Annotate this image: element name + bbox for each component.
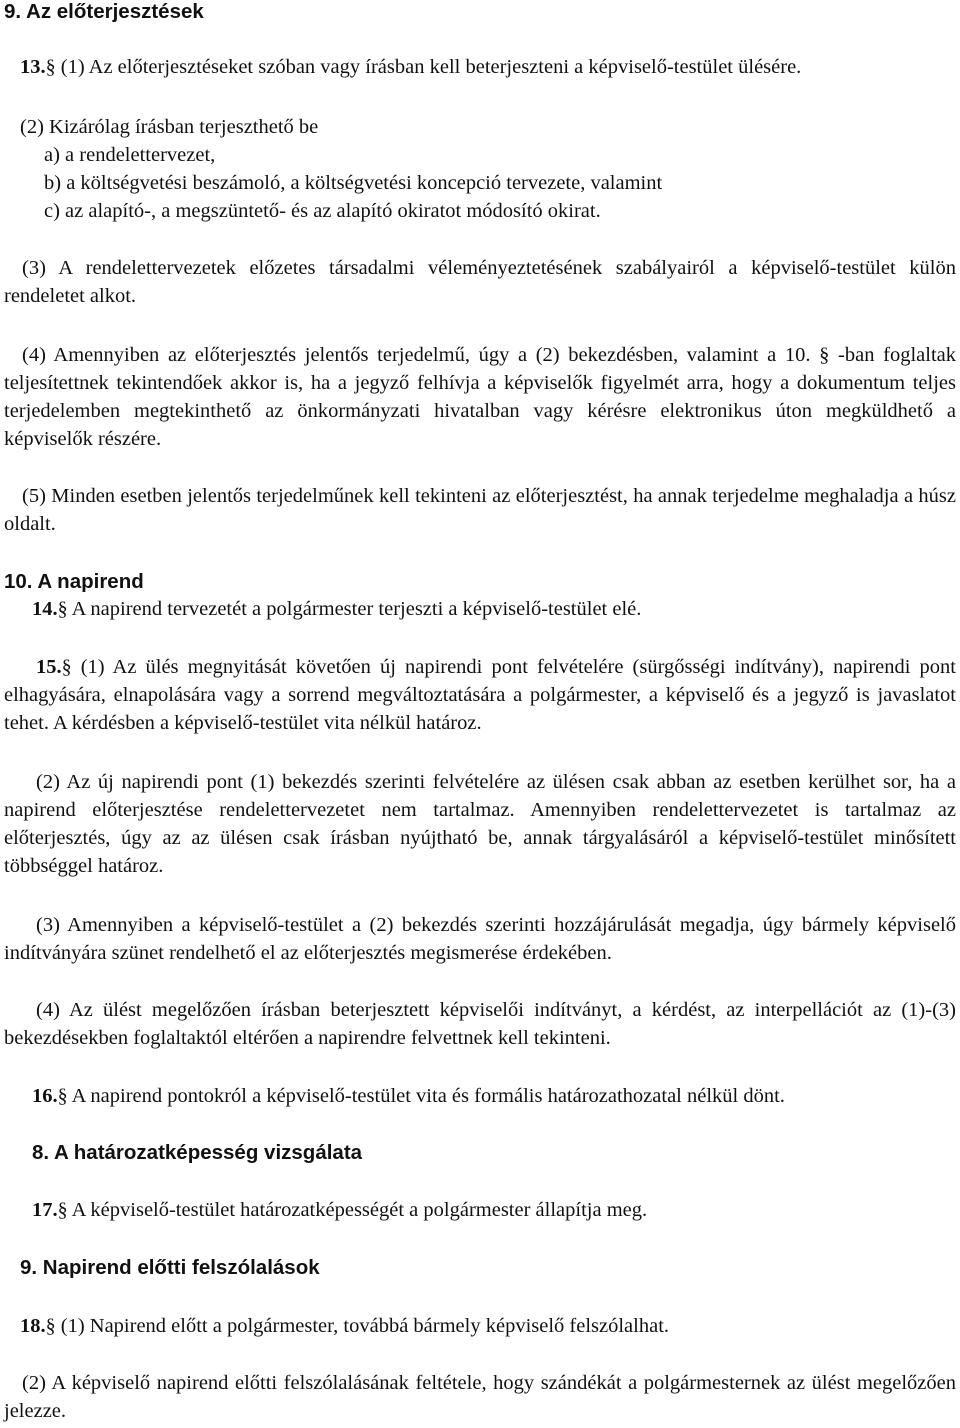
- section-18-paragraph-1: [20, 1312, 956, 1340]
- section-sign: §: [45, 1315, 56, 1337]
- section-sign: §: [61, 656, 72, 678]
- paragraph-text: A napirend tervezetét a polgármester terjeszti a képviselő-testület elé.: [67, 598, 642, 620]
- section-15-paragraph-3: (3) Amennyiben a képviselő-testület a (2) bekezdés szerinti hozzájárulását megadja, úgy bármely képviselő indítványára szünet rendelhető el az előterjesztés megismerése érdekében.: [4, 914, 956, 964]
- heading-hatarozatkepesseg: 8. A határozatképesség vizsgálata: [32, 1141, 363, 1164]
- section-15-paragraph-4: (4) Az ülést megelőzően írásban beterjesztett képviselői indítványt, a kérdést, az interpellációt az (1)-(3) bekezdésekben foglaltaktól eltérően a napirendre felvettnek kell tekinteni.: [4, 999, 956, 1049]
- section-sign: §: [57, 598, 68, 620]
- heading-a-napirend: 10. A napirend: [4, 570, 144, 593]
- section-sign: §: [57, 1085, 68, 1107]
- list-item: c) az alapító-, a megszüntető- és az alapító okiratot módosító okirat.: [44, 200, 601, 222]
- section-14-paragraph: [32, 595, 956, 623]
- section-number: 15.: [36, 656, 62, 678]
- section-13-paragraph-4: (4) Amennyiben az előterjesztés jelentős terjedelmű, úgy a (2) bekezdésben, valamint a 10. § -ban foglaltak teljesítettnek tekintendőek akkor is, ha a jegyző felhívja a képviselők figyelmét arra, hogy a dokumentum teljes terjedelemben megtekinthető az önkormányzati hivatalban vagy kérésre elektronikus úton megküldhető a képviselők részére.: [4, 344, 956, 450]
- section-number: 13.: [20, 56, 46, 78]
- section-13-paragraph-2: [20, 113, 956, 225]
- section-number: 18.: [20, 1315, 46, 1337]
- section-18-paragraph-2: (2) A képviselő napirend előtti felszólalásának feltétele, hogy szándékát a polgármesternek az ülést megelőzően jelezze.: [4, 1372, 956, 1422]
- section-number: 14.: [32, 598, 58, 620]
- paragraph-text: A napirend pontokról a képviselő-testület vita és formális határozathozatal nélkül dönt.: [67, 1085, 785, 1107]
- paragraph-text: (1) Az előterjesztéseket szóban vagy írásban kell beterjeszteni a képviselő-testület ülésére.: [55, 56, 802, 78]
- section-13-paragraph-5: (5) Minden esetben jelentős terjedelműnek kell tekinteni az előterjesztést, ha annak terjedelme meghaladja a húsz oldalt.: [4, 485, 956, 535]
- heading-az-eloterjesztesek: 9. Az előterjesztések: [4, 0, 204, 23]
- section-15-paragraph-2: (2) Az új napirendi pont (1) bekezdés szerinti felvételére az ülésen csak abban az esetben kerülhet sor, ha a napirend előterjesztése rendelettervezetet nem tartalmaz. Amennyiben rendelettervezetet is tartalmaz az előterjesztés, úgy az az ülésen csak írásban nyújtható be, annak tárgyalásáról a képviselő-testület minősített többséggel határoz.: [4, 771, 956, 877]
- section-15-paragraph-1: [4, 653, 956, 737]
- list-item: b) a költségvetési beszámoló, a költségvetési koncepció tervezete, valamint: [44, 172, 663, 194]
- section-sign: §: [57, 1199, 68, 1221]
- section-sign: §: [45, 56, 56, 78]
- heading-napirend-elotti-felszolalasok: 9. Napirend előtti felszólalások: [20, 1256, 320, 1279]
- section-number: 16.: [32, 1085, 58, 1107]
- paragraph-text: (1) Napirend előtt a polgármester, továbbá bármely képviselő felszólalhat.: [55, 1315, 670, 1337]
- section-16-paragraph: [32, 1082, 956, 1110]
- paragraph-text: (1) Az ülés megnyitását követően új napirendi pont felvételére (sürgősségi indítvány), napirendi pont elhagyására, elnapolására vagy a sorrend megváltoztatására a polgármester, a képviselő és a jegyző is javaslatot tehet. A kérdésben a képviselő-testület vita nélkül határoz.: [4, 656, 956, 734]
- section-13-paragraph-3: (3) A rendelettervezetek előzetes társadalmi véleményeztetésének szabályairól a képviselő-testület külön rendeletet alkot.: [4, 257, 956, 307]
- section-17-paragraph: [32, 1196, 956, 1224]
- paragraph-text: A képviselő-testület határozatképességét a polgármester állapítja meg.: [67, 1199, 648, 1221]
- section-number: 17.: [32, 1199, 58, 1221]
- list-item: a) a rendelettervezet,: [44, 144, 216, 166]
- section-13-paragraph-1: [20, 53, 956, 81]
- paragraph-intro: (2) Kizárólag írásban terjeszthető be: [20, 116, 319, 138]
